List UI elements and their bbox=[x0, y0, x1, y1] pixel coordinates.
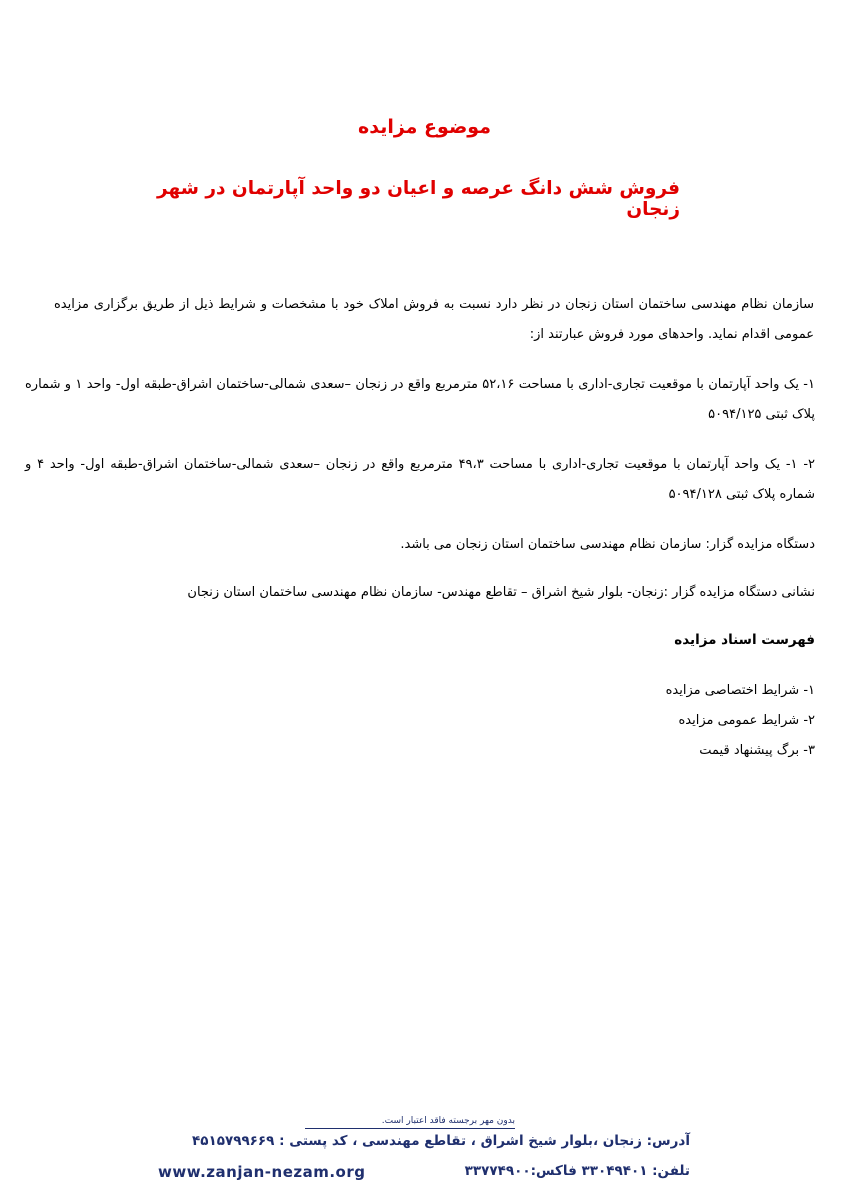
auctioneer-address-paragraph: نشانی دستگاه مزایده گزار :زنجان- بلوار شیخ اشراق – تقاطع مهندس- سازمان نظام مهندسی ساختمان استان زنجان bbox=[187, 585, 815, 600]
documents-heading: فهرست اسناد مزایده bbox=[674, 632, 815, 648]
list-item: ۳- برگ پیشنهاد قیمت bbox=[699, 743, 815, 758]
intro-paragraph: سازمان نظام مهندسی ساختمان استان زنجان در نظر دارد نسبت به فروش املاک خود با مشخصات و شرایط ذیل از طریق برگزاری مزایده عمومی اقدام نماید. واحدهای مورد فروش عبارتند از: bbox=[54, 297, 814, 342]
footer-website-link[interactable]: www.zanjan-nezam.org bbox=[158, 1163, 366, 1181]
document-title: موضوع مزایده bbox=[358, 116, 491, 138]
list-item: ۲- شرایط عمومی مزایده bbox=[678, 713, 815, 728]
footer-note: بدون مهر برجسته فاقد اعتبار است. bbox=[305, 1116, 515, 1129]
footer-address: آدرس: زنجان ،بلوار شیخ اشراق ، تقاطع مهندسی ، کد پستی : ۴۵۱۵۷۹۹۶۶۹ bbox=[192, 1133, 690, 1149]
auctioneer-paragraph: دستگاه مزایده گزار: سازمان نظام مهندسی ساختمان استان زنجان می باشد. bbox=[400, 537, 815, 552]
document-subtitle: فروش شش دانگ عرصه و اعیان دو واحد آپارتمان در شهر زنجان bbox=[156, 178, 680, 220]
unit-item-2: ۲- ۱- یک واحد آپارتمان با موقعیت تجاری-اداری با مساحت ۴۹،۳ مترمربع واقع در زنجان –سعدی شمالی-ساختمان اشراق-طبقه اول- واحد ۴ و شماره پلاک ثبتی ۵۰۹۴/۱۲۸ bbox=[25, 457, 815, 502]
unit-item-1: ۱- یک واحد آپارتمان با موقعیت تجاری-اداری با مساحت ۵۲،۱۶ مترمربع واقع در زنجان –سعدی شمالی-ساختمان اشراق-طبقه اول- واحد ۱ و شماره پلاک ثبتی ۵۰۹۴/۱۲۵ bbox=[25, 377, 815, 422]
list-item: ۱- شرایط اختصاصی مزایده bbox=[665, 683, 815, 698]
footer-phone: تلفن: ۳۳۰۴۹۴۰۱ فاکس:۳۳۷۷۴۹۰۰ bbox=[464, 1163, 690, 1179]
documents-list bbox=[666, 676, 815, 766]
